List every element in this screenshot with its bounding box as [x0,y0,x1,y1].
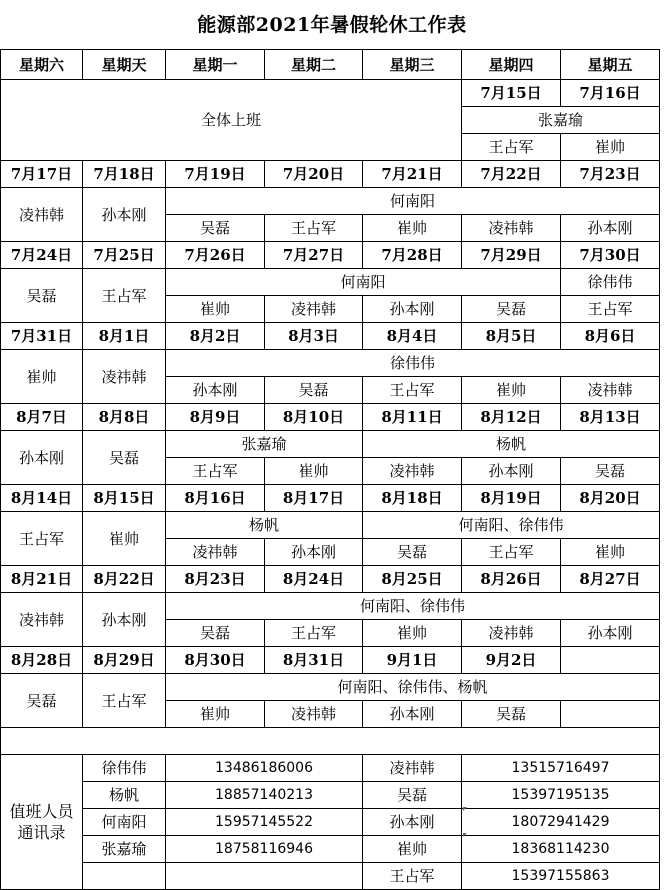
weekday-header-row [1,50,660,80]
duty-cell: 吴磊 [363,539,462,566]
contact-phone: 18072941429 [462,809,660,836]
leader-cell: 何南阳 [166,269,561,296]
weekend-sun-cell: 凌祎韩 [83,350,166,404]
date-cell: 8月14日 [1,485,83,512]
header-friday: 星期五 [561,50,660,80]
directory-row [1,755,660,782]
leader-cell: 何南阳、徐伟伟 [166,593,660,620]
date-cell: 8月17日 [265,485,363,512]
weekend-sat-cell: 吴磊 [1,674,83,728]
contact-phone [166,863,363,890]
duty-cell: 王占军 [462,134,561,161]
date-cell: 8月30日 [166,647,265,674]
duty-cell: 吴磊 [462,701,561,728]
date-cell: 8月15日 [83,485,166,512]
contact-name: 王占军 [363,863,462,890]
duty-cell: 孙本刚 [561,620,660,647]
page-title: 能源部2021年暑假轮休工作表 [197,14,467,36]
contact-name: 徐伟伟 [83,755,166,782]
date-cell: 8月20日 [561,485,660,512]
duty-cell: 崔帅 [166,296,265,323]
duty-cell: 王占军 [462,539,561,566]
date-cell: 8月26日 [462,566,561,593]
date-cell: 8月28日 [1,647,83,674]
date-cell: 7月19日 [166,161,265,188]
date-cell: 7月21日 [363,161,462,188]
duty-cell: 崔帅 [462,377,561,404]
duty-cell: 凌祎韩 [561,377,660,404]
contact-phone: 15397155863 [462,863,660,890]
date-cell: 8月6日 [561,323,660,350]
date-cell: 7月28日 [363,242,462,269]
leader-cell: 何南阳 [166,188,660,215]
date-cell: 7月31日 [1,323,83,350]
date-cell: 8月19日 [462,485,561,512]
date-cell: 8月13日 [561,404,660,431]
date-cell: 7月15日 [462,80,561,107]
header-wednesday: 星期三 [363,50,462,80]
leader-row [1,593,660,620]
duty-cell [561,701,660,728]
contact-phone: 18758116946 [166,836,363,863]
contact-name: 张嘉瑜 [83,836,166,863]
contact-phone: 18368114230 [462,836,660,863]
duty-cell: 崔帅 [363,215,462,242]
duty-cell: 吴磊 [166,620,265,647]
contact-phone: 15397195135 [462,782,660,809]
directory-row [1,863,660,890]
date-cell: 8月5日 [462,323,561,350]
duty-cell: 孙本刚 [561,215,660,242]
date-cell: 8月1日 [83,323,166,350]
contact-phone: 13486186006 [166,755,363,782]
date-cell: 8月24日 [265,566,363,593]
date-cell: 8月18日 [363,485,462,512]
schedule-table [0,49,660,890]
date-cell: 8月10日 [265,404,363,431]
date-cell: 8月21日 [1,566,83,593]
duty-cell: 凌祎韩 [462,215,561,242]
duty-cell: 孙本刚 [363,296,462,323]
duty-cell: 吴磊 [265,377,363,404]
duty-cell: 孙本刚 [265,539,363,566]
contact-name: 杨帆 [83,782,166,809]
spacer-row [1,728,660,755]
date-cell: 8月23日 [166,566,265,593]
date-row [1,485,660,512]
date-row [1,566,660,593]
leader-cell: 杨帆 [166,512,363,539]
leader-row [1,350,660,377]
leader-cell: 张嘉瑜 [166,431,363,458]
leader-row [1,188,660,215]
date-cell: 8月8日 [83,404,166,431]
date-cell: 8月29日 [83,647,166,674]
date-cell: 8月3日 [265,323,363,350]
date-cell: 8月27日 [561,566,660,593]
date-cell: 7月18日 [83,161,166,188]
contact-name: 孙本刚 [363,809,462,836]
duty-cell: 崔帅 [561,539,660,566]
leader-cell: 杨帆 [363,431,660,458]
date-row [1,242,660,269]
date-row [1,161,660,188]
date-cell [561,647,660,674]
duty-cell: 孙本刚 [363,701,462,728]
duty-cell: 王占军 [561,296,660,323]
duty-cell: 吴磊 [166,215,265,242]
date-cell: 8月16日 [166,485,265,512]
duty-cell: 凌祎韩 [462,620,561,647]
contact-phone: 18857140213 [166,782,363,809]
weekend-sat-cell: 凌祎韩 [1,188,83,242]
date-cell: 7月26日 [166,242,265,269]
weekend-sat-cell: 吴磊 [1,269,83,323]
date-cell: 7月22日 [462,161,561,188]
contact-phone: 13515716497 [462,755,660,782]
date-cell: 7月24日 [1,242,83,269]
contact-phone: 15957145522 [166,809,363,836]
leader-cell: 张嘉瑜 [462,107,660,134]
date-row [1,323,660,350]
leader-cell: 徐伟伟 [561,269,660,296]
date-cell: 8月31日 [265,647,363,674]
date-cell: 8月25日 [363,566,462,593]
date-cell: 7月20日 [265,161,363,188]
directory-label-text: 值班人员通讯录 [9,802,74,842]
directory-row [1,809,660,836]
date-cell: 7月16日 [561,80,660,107]
contact-name: 何南阳 [83,809,166,836]
contact-name [83,863,166,890]
date-cell: 8月11日 [363,404,462,431]
weekend-sun-cell: 王占军 [83,674,166,728]
all-staff-cell: 全体上班 [1,80,462,161]
date-row [1,404,660,431]
duty-cell: 王占军 [265,215,363,242]
spacer-cell [1,728,660,755]
weekend-sun-cell: 王占军 [83,269,166,323]
cell-comment-marker [463,833,467,837]
header-tuesday: 星期二 [265,50,363,80]
leader-cell: 何南阳、徐伟伟、杨帆 [166,674,660,701]
duty-cell: 凌祎韩 [363,458,462,485]
weekend-sun-cell: 崔帅 [83,512,166,566]
weekend-sun-cell: 吴磊 [83,431,166,485]
weekend-sun-cell: 孙本刚 [83,188,166,242]
date-cell: 8月4日 [363,323,462,350]
date-cell: 8月7日 [1,404,83,431]
date-cell: 8月2日 [166,323,265,350]
duty-cell: 孙本刚 [462,458,561,485]
leader-row [1,674,660,701]
duty-cell: 王占军 [166,458,265,485]
date-cell: 7月25日 [83,242,166,269]
contact-name: 吴磊 [363,782,462,809]
leader-cell: 何南阳、徐伟伟 [363,512,660,539]
weekend-sat-cell: 孙本刚 [1,431,83,485]
duty-cell: 吴磊 [462,296,561,323]
date-cell: 7月29日 [462,242,561,269]
cell-comment-marker [463,807,467,811]
header-sunday: 星期天 [83,50,166,80]
duty-cell: 凌祎韩 [265,296,363,323]
contact-name: 崔帅 [363,836,462,863]
directory-row [1,836,660,863]
weekend-sat-cell: 凌祎韩 [1,593,83,647]
date-cell: 8月22日 [83,566,166,593]
date-row [1,80,660,107]
date-cell: 8月9日 [166,404,265,431]
duty-cell: 王占军 [363,377,462,404]
date-cell: 7月27日 [265,242,363,269]
directory-label [1,755,83,890]
duty-cell: 吴磊 [561,458,660,485]
directory-row [1,782,660,809]
duty-cell: 凌祎韩 [166,539,265,566]
duty-cell: 崔帅 [561,134,660,161]
duty-cell: 凌祎韩 [265,701,363,728]
duty-cell: 崔帅 [265,458,363,485]
date-cell: 7月30日 [561,242,660,269]
header-saturday: 星期六 [1,50,83,80]
duty-cell: 孙本刚 [166,377,265,404]
duty-cell: 崔帅 [363,620,462,647]
date-row [1,647,660,674]
contact-name: 凌祎韩 [363,755,462,782]
duty-cell: 崔帅 [166,701,265,728]
weekend-sun-cell: 孙本刚 [83,593,166,647]
date-cell: 7月23日 [561,161,660,188]
weekend-sat-cell: 王占军 [1,512,83,566]
leader-cell: 徐伟伟 [166,350,660,377]
weekend-sat-cell: 崔帅 [1,350,83,404]
duty-cell: 王占军 [265,620,363,647]
header-thursday: 星期四 [462,50,561,80]
date-cell: 7月17日 [1,161,83,188]
header-monday: 星期一 [166,50,265,80]
date-cell: 9月2日 [462,647,561,674]
date-cell: 9月1日 [363,647,462,674]
leader-row [1,512,660,539]
leader-row [1,269,660,296]
date-cell: 8月12日 [462,404,561,431]
leader-row [1,431,660,458]
